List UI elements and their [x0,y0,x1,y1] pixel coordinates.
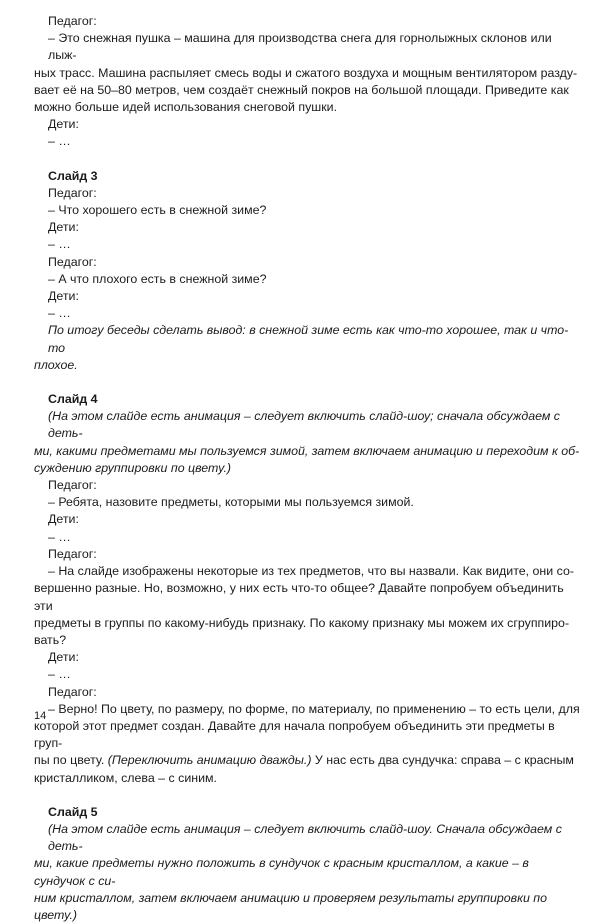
line-text: – … [48,237,71,252]
text-line [34,116,580,133]
line-text: – … [48,529,71,544]
text-line [34,580,580,614]
text-line [34,219,580,236]
line-text: Педагог: [48,185,97,200]
line-text: Дети: [48,512,79,527]
line-text: ми, какие предметы нужно положить в сундучок с красным кристаллом, а какие – в сундучок с си- [34,856,529,888]
text-line [34,288,580,305]
line-text: Слайд 3 [48,168,98,183]
line-text: ним кристаллом, затем включаем анимацию и проверяем результаты группировки по цвету.) [34,890,547,922]
text-line [34,82,580,99]
line-text: Педагог: [48,478,97,493]
line-tail: У нас есть два сундучка: справа – с красным [311,753,574,768]
line-text: Педагог: [48,546,97,561]
line-text: кристалликом, слева – с синим. [34,770,217,785]
text-line [34,202,580,219]
line-text: Педагог: [48,14,97,28]
line-text: Дети: [48,289,79,304]
line-text: – Что хорошего есть в снежной зиме? [48,203,267,218]
line-text: вать? [34,632,67,647]
text-line [34,30,580,64]
text-line [34,271,580,288]
line-text: Педагог: [48,254,97,269]
paragraph-gap [34,787,580,804]
text-line [34,133,580,150]
text-line [34,408,580,442]
document-body [34,13,580,924]
line-text: Слайд 4 [48,392,98,407]
text-line [34,443,580,460]
text-line [34,477,580,494]
paragraph-gap [34,374,580,391]
line-text: (На этом слайде есть анимация – следует включить слайд-шоу. Сначала обсуждаем с деть- [48,821,562,854]
text-line [34,13,580,30]
line-text: плохое. [34,357,78,372]
text-line [34,460,580,477]
line-text: можно больше идей использования снеговой пушки. [34,100,338,115]
text-line [34,890,580,924]
paragraph-gap [34,151,580,168]
text-line [34,752,580,769]
text-line [34,494,580,511]
line-text: предметы в группы по какому-нибудь признаку. По какому признаку мы можем их сгруппиро- [34,615,570,630]
text-line [34,701,580,718]
line-text: пы по цвету. [34,753,105,768]
text-line [34,305,580,322]
line-text: суждению группировки по цвету.) [34,460,232,475]
text-line [34,254,580,271]
text-line [34,322,580,356]
line-text: – А что плохого есть в снежной зиме? [48,271,267,286]
line-text: (На этом слайде есть анимация – следует включить слайд-шоу; сначала обсуждаем с деть- [48,409,560,441]
text-line [34,546,580,563]
text-line [34,529,580,546]
text-line [34,770,580,787]
line-text: – … [48,667,71,682]
line-text: которой этот предмет создан. Давайте для начала попробуем объединить эти предметы в груп- [34,718,555,751]
line-text: Педагог: [48,684,97,699]
text-line [34,649,580,666]
line-text: Дети: [48,650,79,665]
line-italic-part: (Переключить анимацию дважды.) [104,753,312,768]
text-line [34,99,580,116]
slide-heading [34,391,580,408]
line-text: вает её на 50–80 метров, чем создаёт снежный покров на большой площади. Приведите как [34,82,569,97]
line-text: Дети: [48,117,79,132]
text-line [34,632,580,649]
slide-heading [34,804,580,821]
text-line [34,563,580,580]
text-line [34,236,580,253]
line-text: – На слайде изображены некоторые из тех предметов, что вы назвали. Как видите, они со- [48,564,574,579]
line-text: – Это снежная пушка – машина для производства снега для горнолыжных склонов или лыж- [48,31,552,63]
text-line [34,666,580,683]
line-text: Слайд 5 [48,804,98,819]
line-text: ми, какими предметами мы пользуемся зимой, затем включаем анимацию и переходим к об- [34,443,580,458]
text-line [34,511,580,528]
line-text: – … [48,306,71,321]
line-text: ных трасс. Машина распыляет смесь воды и сжатого воздуха и мощным вентилятором разду- [34,65,578,80]
text-line [34,855,580,889]
slide-heading [34,168,580,185]
line-text: По итогу беседы сделать вывод: в снежной зиме есть как что-то хорошее, так и что-то [48,323,569,355]
line-text: – Верно! По цвету, по размеру, по форме, по материалу, по применению – то есть цели, для [48,701,580,716]
line-text: – Ребята, назовите предметы, которыми мы пользуемся зимой. [48,495,414,510]
line-text: вершенно разные. Но, возможно, у них есть что-то общее? Давайте попробуем объединить эти [34,581,564,613]
text-line [34,357,580,374]
text-line [34,185,580,202]
text-line [34,615,580,632]
text-line [34,718,580,752]
text-line [34,821,580,855]
text-line [34,684,580,701]
line-text: – … [48,134,71,149]
text-line [34,65,580,82]
page-number: 14 [34,710,47,722]
line-text: Дети: [48,220,79,235]
